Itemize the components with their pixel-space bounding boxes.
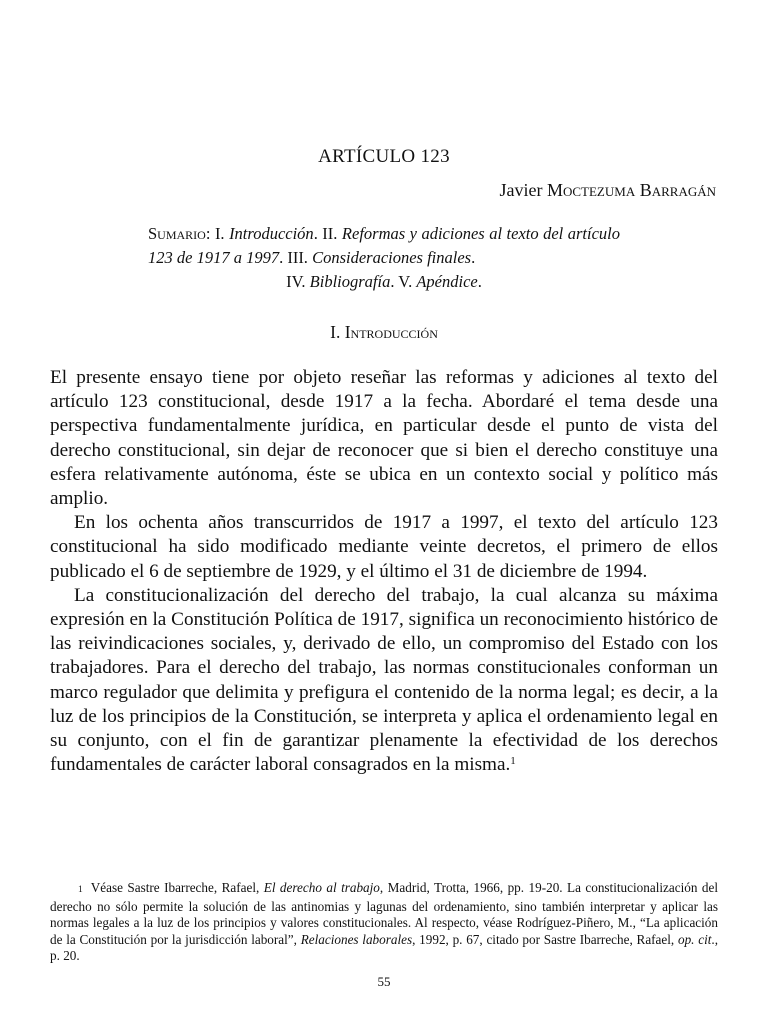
summary-last-line xyxy=(148,270,620,294)
summary-dot-5: . xyxy=(477,272,482,291)
page-number: 55 xyxy=(377,974,391,989)
summary-item-5: Apéndice xyxy=(416,272,478,291)
author-first-name: Javier xyxy=(499,180,547,200)
paragraph-3 xyxy=(50,584,718,778)
author-name xyxy=(500,180,717,201)
summary-colon: : xyxy=(205,224,215,243)
author-last-name: Moctezuma Barragán xyxy=(546,180,716,200)
summary-dot-3: . xyxy=(471,248,476,267)
footnote-text-c: , Madrid, Trotta, 1966, pp. 19-20. La constitucionalización del derecho no sólo permite la solución de las antinomias y lagunas del ordenamiento, sino también interpretar y aplicar las normas legales a la luz de los principios y valores constitucionales. Al respecto, véase Rodríguez-Piñero, M., “La aplicación de la Constitución por la jurisdicción laboral”, xyxy=(50,880,718,947)
footnote xyxy=(50,880,718,965)
summary-item-2: Reformas y adiciones al texto del artículo 123 de 1917 a 1997 xyxy=(148,224,620,267)
summary-num-4: IV. xyxy=(286,272,310,291)
footnote-reference[interactable]: 1 xyxy=(510,755,516,768)
summary-num-5: . V. xyxy=(390,272,417,291)
footnote-text-e: , 1992, p. 67, citado por Sastre Ibarreche, Rafael, xyxy=(412,931,678,947)
article-title: ARTÍCULO 123 xyxy=(318,146,450,167)
paragraph-2: En los ochenta años transcurridos de 1917 a 1997, el texto del artículo 123 constitucional ha sido modificado mediante veinte decretos, el primero de ellos publicado el 6 de septiembre de 1929, y el último el 31 de diciembre de 1994. xyxy=(50,512,718,582)
section-title: Introducción xyxy=(344,322,438,342)
paragraph-1: El presente ensayo tiene por objeto reseñar las reformas y adiciones al texto del artículo 123 constitucional, desde 1917 a la fecha. Abordaré el tema desde una perspectiva fundamentalmente jurídica, en particular desde el punto de vista del derecho constitucional, sin dejar de reconocer que si bien el derecho constituye una esfera relativamente autónoma, éste se ubica en un contexto social y político más amplio. xyxy=(50,367,718,510)
summary-item-1: Introducción xyxy=(229,224,314,243)
paragraph-3-text: La constitucionalización del derecho del trabajo, la cual alcanza su máxima expresión en la Constitución Política de 1917, significa un reconocimiento histórico de las reivindicaciones sociales, y, derivado de ello, un compromiso del Estado con los trabajadores. Para el derecho del trabajo, las normas constitucionales conforman un marco regulador que delimita y prefigura el contenido de la norma legal; es decir, a la luz de los principios de la Constitución, se interpreta y aplica el ordenamiento legal en su conjunto, con el fin de garantizar plenamente la efectividad de los derechos fundamentales de carácter laboral consagrados en la misma. xyxy=(50,584,718,776)
summary-label: Sumario xyxy=(148,224,206,243)
summary-item-4: Bibliografía xyxy=(309,272,391,291)
footnote-text-d: Relaciones laborales xyxy=(300,931,413,947)
section-number: I. xyxy=(330,322,345,342)
section-heading xyxy=(0,322,768,343)
summary-num-2: . II. xyxy=(313,224,342,243)
footnote-text-f: op. cit xyxy=(677,931,712,947)
summary-num-3: . III. xyxy=(279,248,313,267)
body-text xyxy=(50,366,718,777)
footnote-number: 1 xyxy=(78,885,83,895)
footnote-text-b: El derecho al trabajo xyxy=(263,880,380,895)
footnote-text-a: Véase Sastre Ibarreche, Rafael, xyxy=(90,880,264,895)
summary-item-3: Consideraciones finales xyxy=(312,248,472,267)
summary-num-1: I. xyxy=(214,224,230,243)
summary-block xyxy=(148,222,620,294)
footnote-text-g: ., p. 20. xyxy=(50,931,718,964)
